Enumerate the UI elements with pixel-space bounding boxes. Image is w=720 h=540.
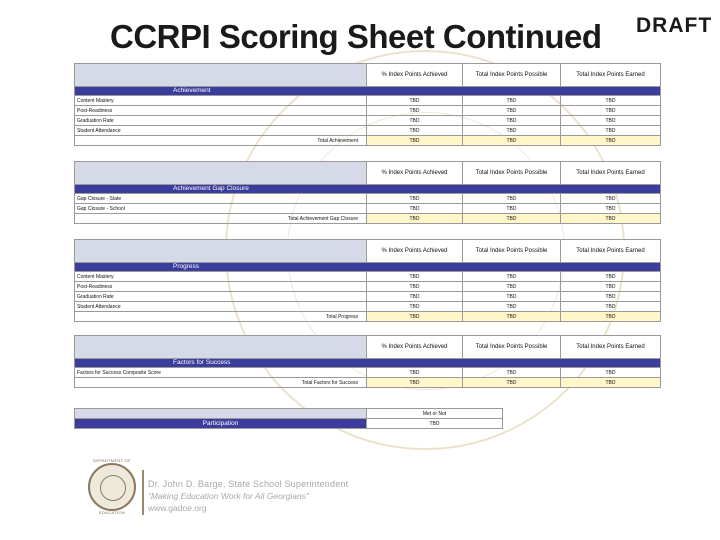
- col-earned: Total Index Points Earned: [561, 64, 661, 87]
- cell: TBD: [561, 136, 661, 146]
- section-band-gap: Achievement Gap Closure: [75, 185, 661, 194]
- cell: TBD: [561, 116, 661, 126]
- superintendent-name: Dr. John D. Barge, State School Superintendent: [148, 479, 349, 489]
- seal-top-text: DEPARTMENT OF: [93, 458, 131, 463]
- cell: TBD: [463, 312, 561, 322]
- header-row: [75, 162, 661, 185]
- table-row: [75, 106, 661, 116]
- cell: TBD: [561, 106, 661, 116]
- header-blank: [75, 162, 367, 185]
- col-possible: Total Index Points Possible: [463, 162, 561, 185]
- cell: TBD: [463, 106, 561, 116]
- participation-value: TBD: [367, 419, 503, 429]
- cell: TBD: [463, 204, 561, 214]
- cell: TBD: [367, 302, 463, 312]
- table-row: [75, 204, 661, 214]
- cell: TBD: [561, 272, 661, 282]
- total-row: [75, 214, 661, 224]
- col-earned: Total Index Points Earned: [561, 162, 661, 185]
- progress-table: [74, 239, 661, 322]
- col-achieved: % Index Points Achieved: [367, 64, 463, 87]
- col-earned: Total Index Points Earned: [561, 336, 661, 359]
- cell: TBD: [463, 214, 561, 224]
- row-label: Gap Closure - State: [75, 194, 367, 204]
- row-label: Content Mastery: [75, 272, 367, 282]
- cell: TBD: [561, 126, 661, 136]
- total-label: Total Factors for Success: [75, 378, 367, 388]
- cell: TBD: [561, 282, 661, 292]
- header-blank: [75, 64, 367, 87]
- table-row: [75, 368, 661, 378]
- cell: TBD: [463, 368, 561, 378]
- section-band-achievement: Achievement: [75, 87, 661, 96]
- cell: TBD: [367, 106, 463, 116]
- cell: TBD: [367, 204, 463, 214]
- table-row: [75, 282, 661, 292]
- gap-closure-table: [74, 161, 661, 224]
- cell: TBD: [561, 312, 661, 322]
- cell: TBD: [463, 292, 561, 302]
- header-blank: [75, 240, 367, 263]
- section-band-progress: Progress: [75, 263, 661, 272]
- table-row: [75, 272, 661, 282]
- col-achieved: % Index Points Achieved: [367, 162, 463, 185]
- total-row: [75, 136, 661, 146]
- cell: TBD: [463, 378, 561, 388]
- cell: TBD: [463, 96, 561, 106]
- page-title: CCRPI Scoring Sheet Continued: [110, 18, 602, 55]
- cell: TBD: [367, 126, 463, 136]
- total-label: Total Achievement: [75, 136, 367, 146]
- cell: TBD: [367, 282, 463, 292]
- table-row: [75, 292, 661, 302]
- cell: TBD: [463, 302, 561, 312]
- cell: TBD: [367, 378, 463, 388]
- footer-quote: “Making Education Work for All Georgians”: [148, 491, 309, 501]
- col-possible: Total Index Points Possible: [463, 240, 561, 263]
- cell: TBD: [463, 194, 561, 204]
- row-label: Content Mastery: [75, 96, 367, 106]
- header-row: [75, 240, 661, 263]
- table-row: [75, 116, 661, 126]
- header-row: [75, 64, 661, 87]
- total-label: Total Progress: [75, 312, 367, 322]
- total-label: Total Achievement Gap Closure: [75, 214, 367, 224]
- header-row: [75, 409, 503, 419]
- row-label: Student Attendance: [75, 126, 367, 136]
- col-earned: Total Index Points Earned: [561, 240, 661, 263]
- col-met: Met or Not: [367, 409, 503, 419]
- col-achieved: % Index Points Achieved: [367, 240, 463, 263]
- row-label: Gap Closure - School: [75, 204, 367, 214]
- col-possible: Total Index Points Possible: [463, 64, 561, 87]
- col-possible: Total Index Points Possible: [463, 336, 561, 359]
- cell: TBD: [561, 194, 661, 204]
- total-row: [75, 312, 661, 322]
- cell: TBD: [367, 312, 463, 322]
- cell: TBD: [561, 214, 661, 224]
- header-blank: [75, 409, 367, 419]
- participation-label: Participation: [75, 419, 367, 429]
- row-label: Factors for Success Composite Score: [75, 368, 367, 378]
- cell: TBD: [561, 204, 661, 214]
- cell: TBD: [367, 292, 463, 302]
- row-label: Post-Readiness: [75, 106, 367, 116]
- cell: TBD: [367, 96, 463, 106]
- row-label: Graduation Rate: [75, 292, 367, 302]
- cell: TBD: [463, 282, 561, 292]
- cell: TBD: [463, 272, 561, 282]
- cell: TBD: [463, 136, 561, 146]
- section-band-factors: Factors for Success: [75, 359, 661, 368]
- cell: TBD: [367, 194, 463, 204]
- cell: TBD: [463, 126, 561, 136]
- cell: TBD: [561, 96, 661, 106]
- achievement-table: [74, 63, 661, 146]
- cell: TBD: [463, 116, 561, 126]
- seal-bottom-text: EDUCATION: [99, 510, 125, 515]
- cell: TBD: [367, 116, 463, 126]
- header-blank: [75, 336, 367, 359]
- table-row: [75, 126, 661, 136]
- cell: TBD: [561, 368, 661, 378]
- cell: TBD: [561, 302, 661, 312]
- cell: TBD: [561, 378, 661, 388]
- footer-divider: [142, 470, 144, 515]
- row-label: Post-Readiness: [75, 282, 367, 292]
- draft-label: DRAFT: [636, 14, 713, 37]
- table-row: [75, 96, 661, 106]
- cell: TBD: [367, 136, 463, 146]
- cell: TBD: [561, 292, 661, 302]
- col-achieved: % Index Points Achieved: [367, 336, 463, 359]
- row-label: Graduation Rate: [75, 116, 367, 126]
- factors-table: [74, 335, 661, 388]
- footer-url[interactable]: www.gadoe.org: [148, 503, 207, 513]
- total-row: [75, 378, 661, 388]
- participation-table: [74, 408, 503, 429]
- footer: [88, 458, 408, 538]
- cell: TBD: [367, 214, 463, 224]
- participation-row: [75, 419, 503, 429]
- cell: TBD: [367, 272, 463, 282]
- header-row: [75, 336, 661, 359]
- table-row: [75, 194, 661, 204]
- cell: TBD: [367, 368, 463, 378]
- table-row: [75, 302, 661, 312]
- row-label: Student Attendance: [75, 302, 367, 312]
- doe-seal-logo: [88, 463, 136, 511]
